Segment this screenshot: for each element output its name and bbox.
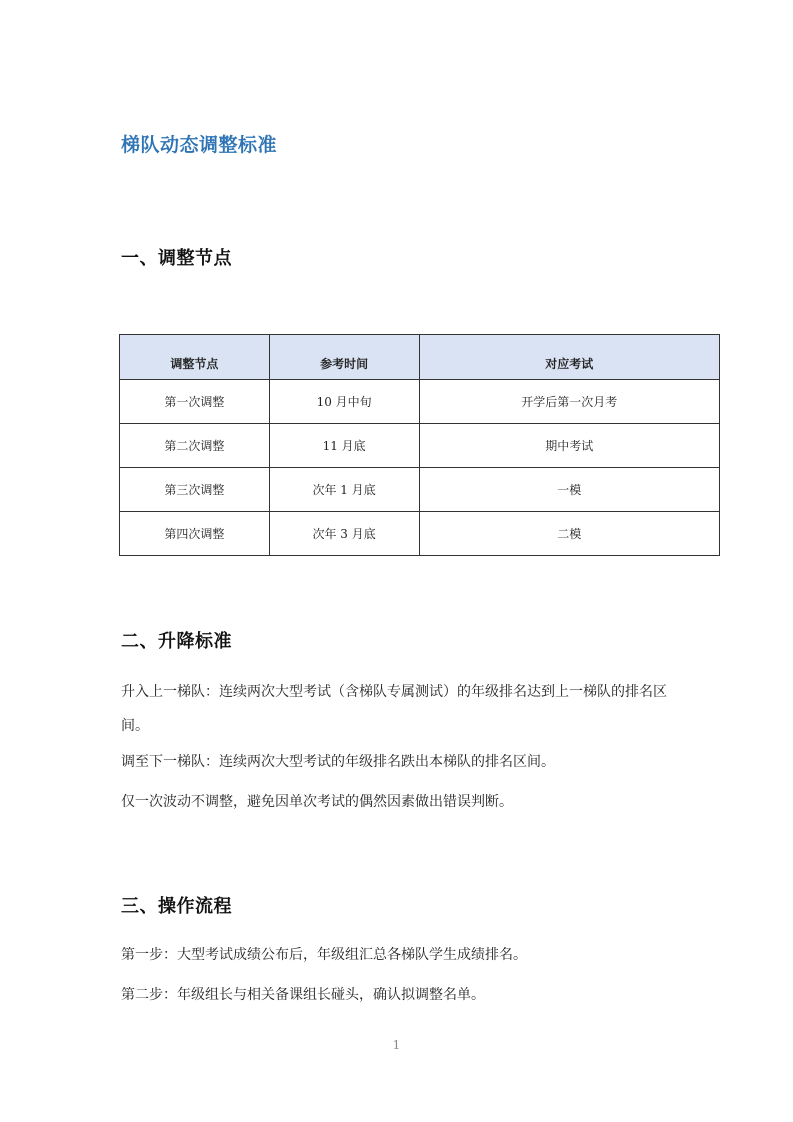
paragraph-promotion-rule: 升入上一梯队：连续两次大型考试（含梯队专属测试）的年级排名达到上一梯队的排名区间。 [121,684,667,734]
table-header-cell: 参考时间 [269,335,419,380]
paragraph-step-two: 第二步：年级组长与相关备课组长碰头，确认拟调整名单。 [121,987,485,1003]
table-cell: 一模 [419,468,720,512]
table-cell: 开学后第一次月考 [419,380,720,424]
adjustment-schedule-table [119,334,720,556]
table-row [120,380,720,424]
table-row [120,468,720,512]
section-heading-procedure: 三、操作流程 [121,896,232,917]
table-cell: 第一次调整 [120,380,270,424]
table-row [120,424,720,468]
table-row [120,512,720,556]
table-cell: 11 月底 [269,424,419,468]
table-cell: 次年 3 月底 [269,512,419,556]
table-cell: 10 月中旬 [269,380,419,424]
table-cell: 期中考试 [419,424,720,468]
paragraph-step-one: 第一步：大型考试成绩公布后，年级组汇总各梯队学生成绩排名。 [121,947,527,963]
document-title: 梯队动态调整标准 [121,134,278,156]
section-heading-adjustment-nodes: 一、调整节点 [121,248,232,269]
paragraph-fluctuation-note: 仅一次波动不调整，避免因单次考试的偶然因素做出错误判断。 [121,794,513,810]
table-cell: 第三次调整 [120,468,270,512]
table-cell: 二模 [419,512,720,556]
table-cell: 第四次调整 [120,512,270,556]
table-cell: 第二次调整 [120,424,270,468]
table-header-cell: 调整节点 [120,335,270,380]
section-heading-promotion-criteria: 二、升降标准 [121,631,232,652]
table-cell: 次年 1 月底 [269,468,419,512]
table-header-cell: 对应考试 [419,335,720,380]
paragraph-demotion-rule: 调至下一梯队：连续两次大型考试的年级排名跌出本梯队的排名区间。 [121,754,555,770]
table-header-row [120,335,720,380]
page-number: 1 [392,1038,401,1052]
